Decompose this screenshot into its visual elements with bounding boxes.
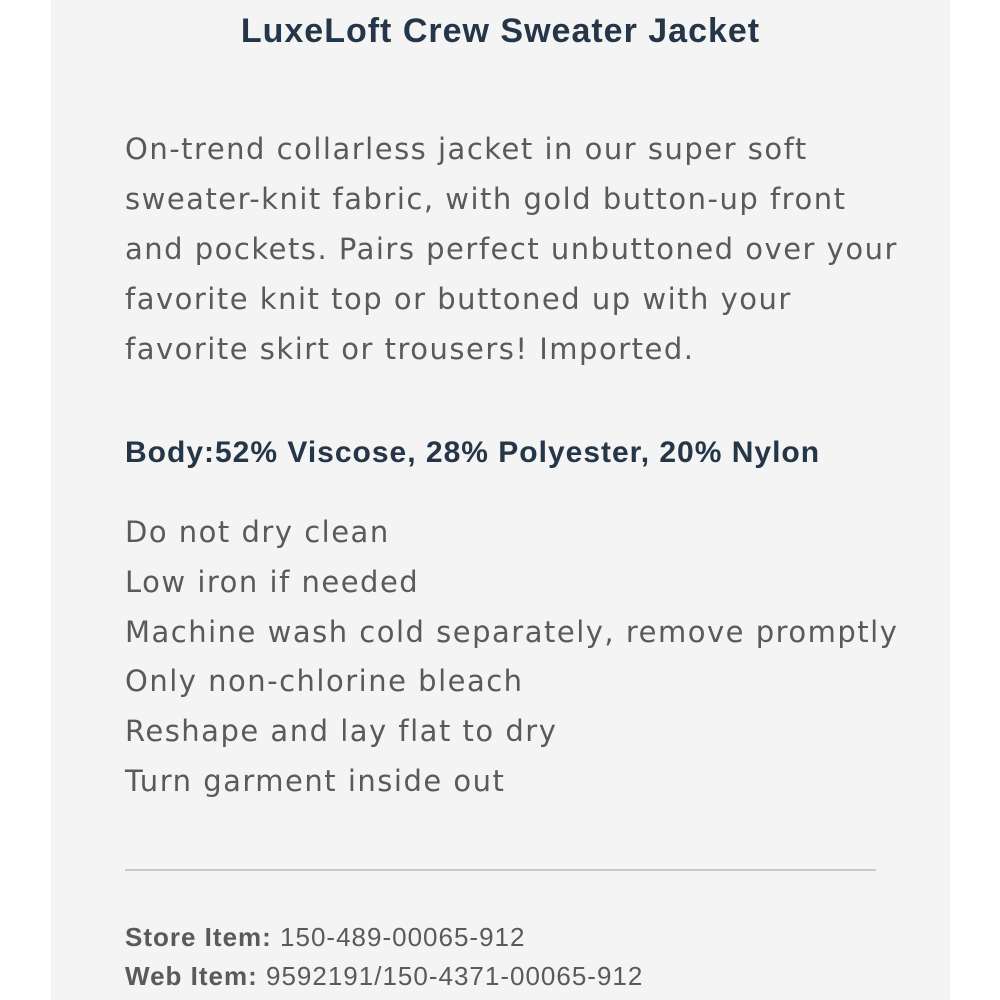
web-item-value: 9592191/150-4371-00065-912 xyxy=(266,961,644,991)
fabric-composition: Body:52% Viscose, 28% Polyester, 20% Nylon xyxy=(125,436,821,469)
store-item-label: Store Item: xyxy=(125,922,272,952)
web-item-number xyxy=(125,961,925,992)
care-instruction-item: Reshape and lay flat to dry xyxy=(125,714,558,749)
store-item-value: 150-489-00065-912 xyxy=(280,922,526,952)
product-description: On-trend collarless jacket in our super soft sweater-knit fabric, with gold button-up front and pockets. Pairs perfect unbuttoned over your favorite knit top or buttoned up with your favorite skirt or trousers! Imported. xyxy=(125,132,898,366)
web-item-label: Web Item: xyxy=(125,961,258,991)
section-divider xyxy=(125,869,876,871)
care-instruction-item: Low iron if needed xyxy=(125,564,420,599)
product-title: LuxeLoft Crew Sweater Jacket xyxy=(240,12,761,50)
care-instruction-item: Machine wash cold separately, remove promptly xyxy=(125,614,899,649)
care-instruction-item: Only non-chlorine bleach xyxy=(125,664,524,699)
care-instructions-list xyxy=(125,508,925,807)
product-details-panel xyxy=(51,0,950,1000)
care-instruction-item: Do not dry clean xyxy=(125,515,390,549)
care-instruction-item: Turn garment inside out xyxy=(125,763,506,798)
store-item-number xyxy=(125,922,925,953)
